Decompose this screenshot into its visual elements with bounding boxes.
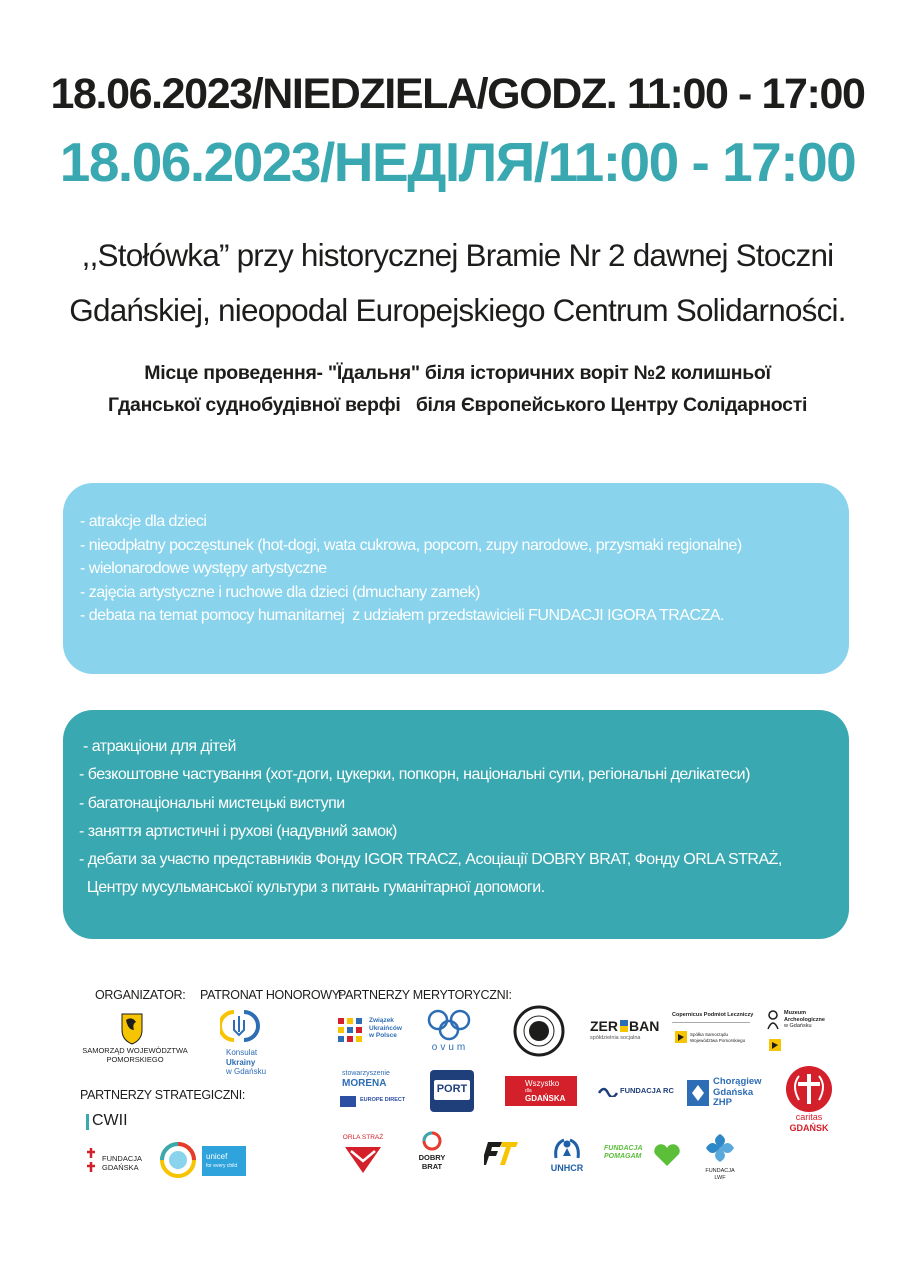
round-seal-logo xyxy=(512,1004,566,1058)
program-item: - атракціони для дітей xyxy=(79,738,236,755)
unicef-logo xyxy=(202,1146,246,1176)
fundacja-rc-logo xyxy=(598,1083,672,1099)
ft-logo xyxy=(484,1138,520,1168)
ovum-circles-icon xyxy=(420,1008,480,1042)
cwii-logo xyxy=(86,1112,136,1130)
fundacja-gdanska-logo xyxy=(84,1146,154,1176)
lwf-dove-cross-icon xyxy=(704,1132,736,1164)
caritas-logo xyxy=(778,1064,840,1136)
caritas-name: caritas xyxy=(795,1112,823,1122)
zeroban-subtitle: spółdzielnia socjalna xyxy=(590,1035,641,1041)
caritas-city: GDAŃSK xyxy=(789,1123,829,1133)
fundacja-pomagam-logo xyxy=(604,1140,684,1170)
choragiew-line: Chorągiew xyxy=(713,1076,762,1087)
gdansk-crosses-icon xyxy=(84,1146,98,1174)
strategic-partners-label: PARTNERZY STRATEGICZNI: xyxy=(80,1088,246,1102)
venue-ukrainian-line: Гданської суднобудівної верфі біля Європейського Центру Солідарності xyxy=(107,394,808,416)
venue-polish xyxy=(0,228,915,338)
zwiazek-ukraincow-logo xyxy=(336,1014,412,1050)
eu-flag-icon xyxy=(340,1096,356,1107)
partners-label: PARTNERZY MERYTORYCZNI: xyxy=(338,988,512,1002)
wszystko-line: Wszystko xyxy=(525,1079,560,1088)
unicef-name: unicef xyxy=(206,1152,228,1161)
ovum-text: ovum xyxy=(431,1042,469,1053)
program-item: - багатонаціональні мистецькі виступи xyxy=(79,794,345,812)
wszystko-line: GDAŃSKA xyxy=(525,1094,566,1103)
zwiazek-line: w Polsce xyxy=(369,1032,397,1039)
program-box-ukrainian xyxy=(63,710,849,939)
program-item: - заняття артистичні і рухові (надувний замок) xyxy=(79,822,397,840)
orla-straz-logo xyxy=(336,1134,390,1176)
program-box-polish xyxy=(63,483,849,674)
copernicus-owner: Spółka Samorządu Województwa Pomorskiego xyxy=(690,1032,746,1043)
caritas-heart-cross-icon xyxy=(784,1064,834,1114)
choragiew-line: ZHP xyxy=(713,1097,732,1108)
program-item: - дебати за участю представників Фонду IGOR TRACZ, Асоціації DOBRY BRAT, Фонду ORLA STRAŻ, xyxy=(79,851,782,869)
unicef-tagline: for every child xyxy=(206,1163,238,1169)
fundacja-pomagam-text: FUNDACJA POMAGAM xyxy=(604,1145,643,1160)
divider xyxy=(672,1022,750,1023)
venue-ukrainian xyxy=(0,357,915,421)
ovum-logo xyxy=(420,1008,480,1054)
date-heading-ukrainian: 18.06.2023/НЕДІЛЯ/11:00 - 17:00 xyxy=(59,131,856,193)
muzeum-archeologiczne-logo xyxy=(764,1008,844,1056)
zeroban-flag-bottom xyxy=(620,1026,628,1032)
consulate-name-line: Ukrainy xyxy=(226,1057,256,1067)
choragiew-zhp-logo xyxy=(686,1076,766,1110)
zeroban-logo xyxy=(590,1018,660,1046)
ukraine-trident-icon xyxy=(220,1008,260,1044)
zeroban-name-start: ZER xyxy=(590,1018,618,1034)
dobry-brat-logo xyxy=(410,1130,454,1178)
muzeum-line: w Gdańsku xyxy=(784,1023,812,1029)
patron-label: PATRONAT HONOROWY: xyxy=(200,988,343,1002)
zwiazek-line: Ukraińców xyxy=(369,1024,402,1032)
morena-line: EUROPE DIRECT xyxy=(360,1097,406,1103)
eagle-shield-icon xyxy=(343,1143,383,1175)
pomorskie-griffin-icon xyxy=(768,1038,782,1052)
green-heart-icon xyxy=(652,1142,682,1168)
morena-line: MORENA xyxy=(342,1078,387,1089)
dobry-brat-ring-icon xyxy=(421,1130,443,1152)
samorzad-pomorski-logo xyxy=(70,1010,200,1065)
lwf-logo xyxy=(700,1132,740,1186)
zhp-cross-icon xyxy=(686,1079,710,1107)
unhcr-text: UNHCR xyxy=(550,1163,584,1173)
choragiew-line: Gdańska xyxy=(713,1086,754,1098)
zwiazek-line: Związek xyxy=(369,1017,394,1024)
lwf-line: FUNDACJA xyxy=(705,1168,735,1174)
lwf-line: LWF xyxy=(714,1175,726,1181)
dobry-brat-line: BRAT xyxy=(421,1161,443,1171)
copernicus-name: Copernicus Podmiot Leczniczy xyxy=(672,1012,754,1018)
consulate-name-line: w Gdańsku xyxy=(226,1067,267,1076)
copernicus-logo xyxy=(672,1012,752,1052)
zwiazek-pattern-icon xyxy=(336,1016,366,1046)
venue-polish-line: Gdańskiej, nieopodal Europejskiego Centrum Solidarności. xyxy=(69,292,846,328)
venue-polish-line: ,,Stołówka” przy historycznej Bramie Nr 2 dawnej Stoczni xyxy=(81,237,834,273)
port-logo xyxy=(430,1070,474,1112)
fundacja-gdanska-line: FUNDACJA xyxy=(102,1154,143,1163)
morena-line: stowarzyszenie xyxy=(342,1070,390,1077)
fundacja-gdanska-line: GDAŃSKA xyxy=(102,1163,139,1172)
program-item: - atrakcje dla dzieci xyxy=(80,513,207,530)
organizer-name: SAMORZĄD WOJEWÓDZTWA POMORSKIEGO xyxy=(82,1046,188,1064)
dobry-brat-line: DOBRY xyxy=(418,1153,446,1162)
program-item: - безкоштовне частування (хот-доги, цукерки, попкорн, національні супи, регіональні делікатеси) xyxy=(79,766,750,784)
wszystko-dla-gdanska-logo xyxy=(505,1076,577,1106)
ring-logo xyxy=(158,1140,198,1180)
morena-logo xyxy=(336,1070,416,1112)
consulate-ukraine-logo xyxy=(218,1008,298,1076)
date-heading-polish: 18.06.2023/NIEDZIELA/GODZ. 11:00 - 17:00 xyxy=(50,70,865,118)
unhcr-logo xyxy=(544,1134,590,1178)
unhcr-hands-icon xyxy=(552,1134,582,1162)
program-item: - nieodpłatny poczęstunek (hot-dogi, wata cukrowa, popcorn, zupy narodowe, przysmaki regionalne) xyxy=(80,536,742,554)
fundacja-rc-text: FUNDACJA RC xyxy=(620,1086,674,1095)
wszystko-line: dla xyxy=(525,1088,532,1094)
pomorskie-griffin-icon xyxy=(674,1030,688,1044)
program-item: Центру мусульманської культури з питань гуманітарної допомоги. xyxy=(79,879,545,897)
muzeum-line: Archeologiczne xyxy=(784,1016,825,1023)
orla-straz-text: ORLA STRAŻ xyxy=(342,1134,384,1141)
program-item: - debata na temat pomocy humanitarnej z udziałem przedstawicieli FUNDACJI IGORA TRACZA. xyxy=(80,607,724,624)
museum-figure-icon xyxy=(766,1010,780,1030)
consulate-name-line: Konsulat xyxy=(226,1048,258,1057)
organizer-label: ORGANIZATOR: xyxy=(95,988,186,1002)
wave-icon xyxy=(598,1085,618,1097)
program-item: - wielonarodowe występy artystyczne xyxy=(80,560,327,577)
zeroban-name-end: BAN xyxy=(629,1018,660,1034)
port-text: PORT xyxy=(436,1083,468,1095)
muzeum-line: Muzeum xyxy=(784,1010,806,1016)
cwii-text: CWII xyxy=(92,1112,128,1129)
program-item: - zajęcia artystyczne i ruchowe dla dzieci (dmuchany zamek) xyxy=(80,583,480,601)
venue-ukrainian-line: Місце проведення- "Їдальня" біля історичних воріт №2 колишньої xyxy=(144,362,771,384)
cwii-bar xyxy=(86,1114,89,1130)
